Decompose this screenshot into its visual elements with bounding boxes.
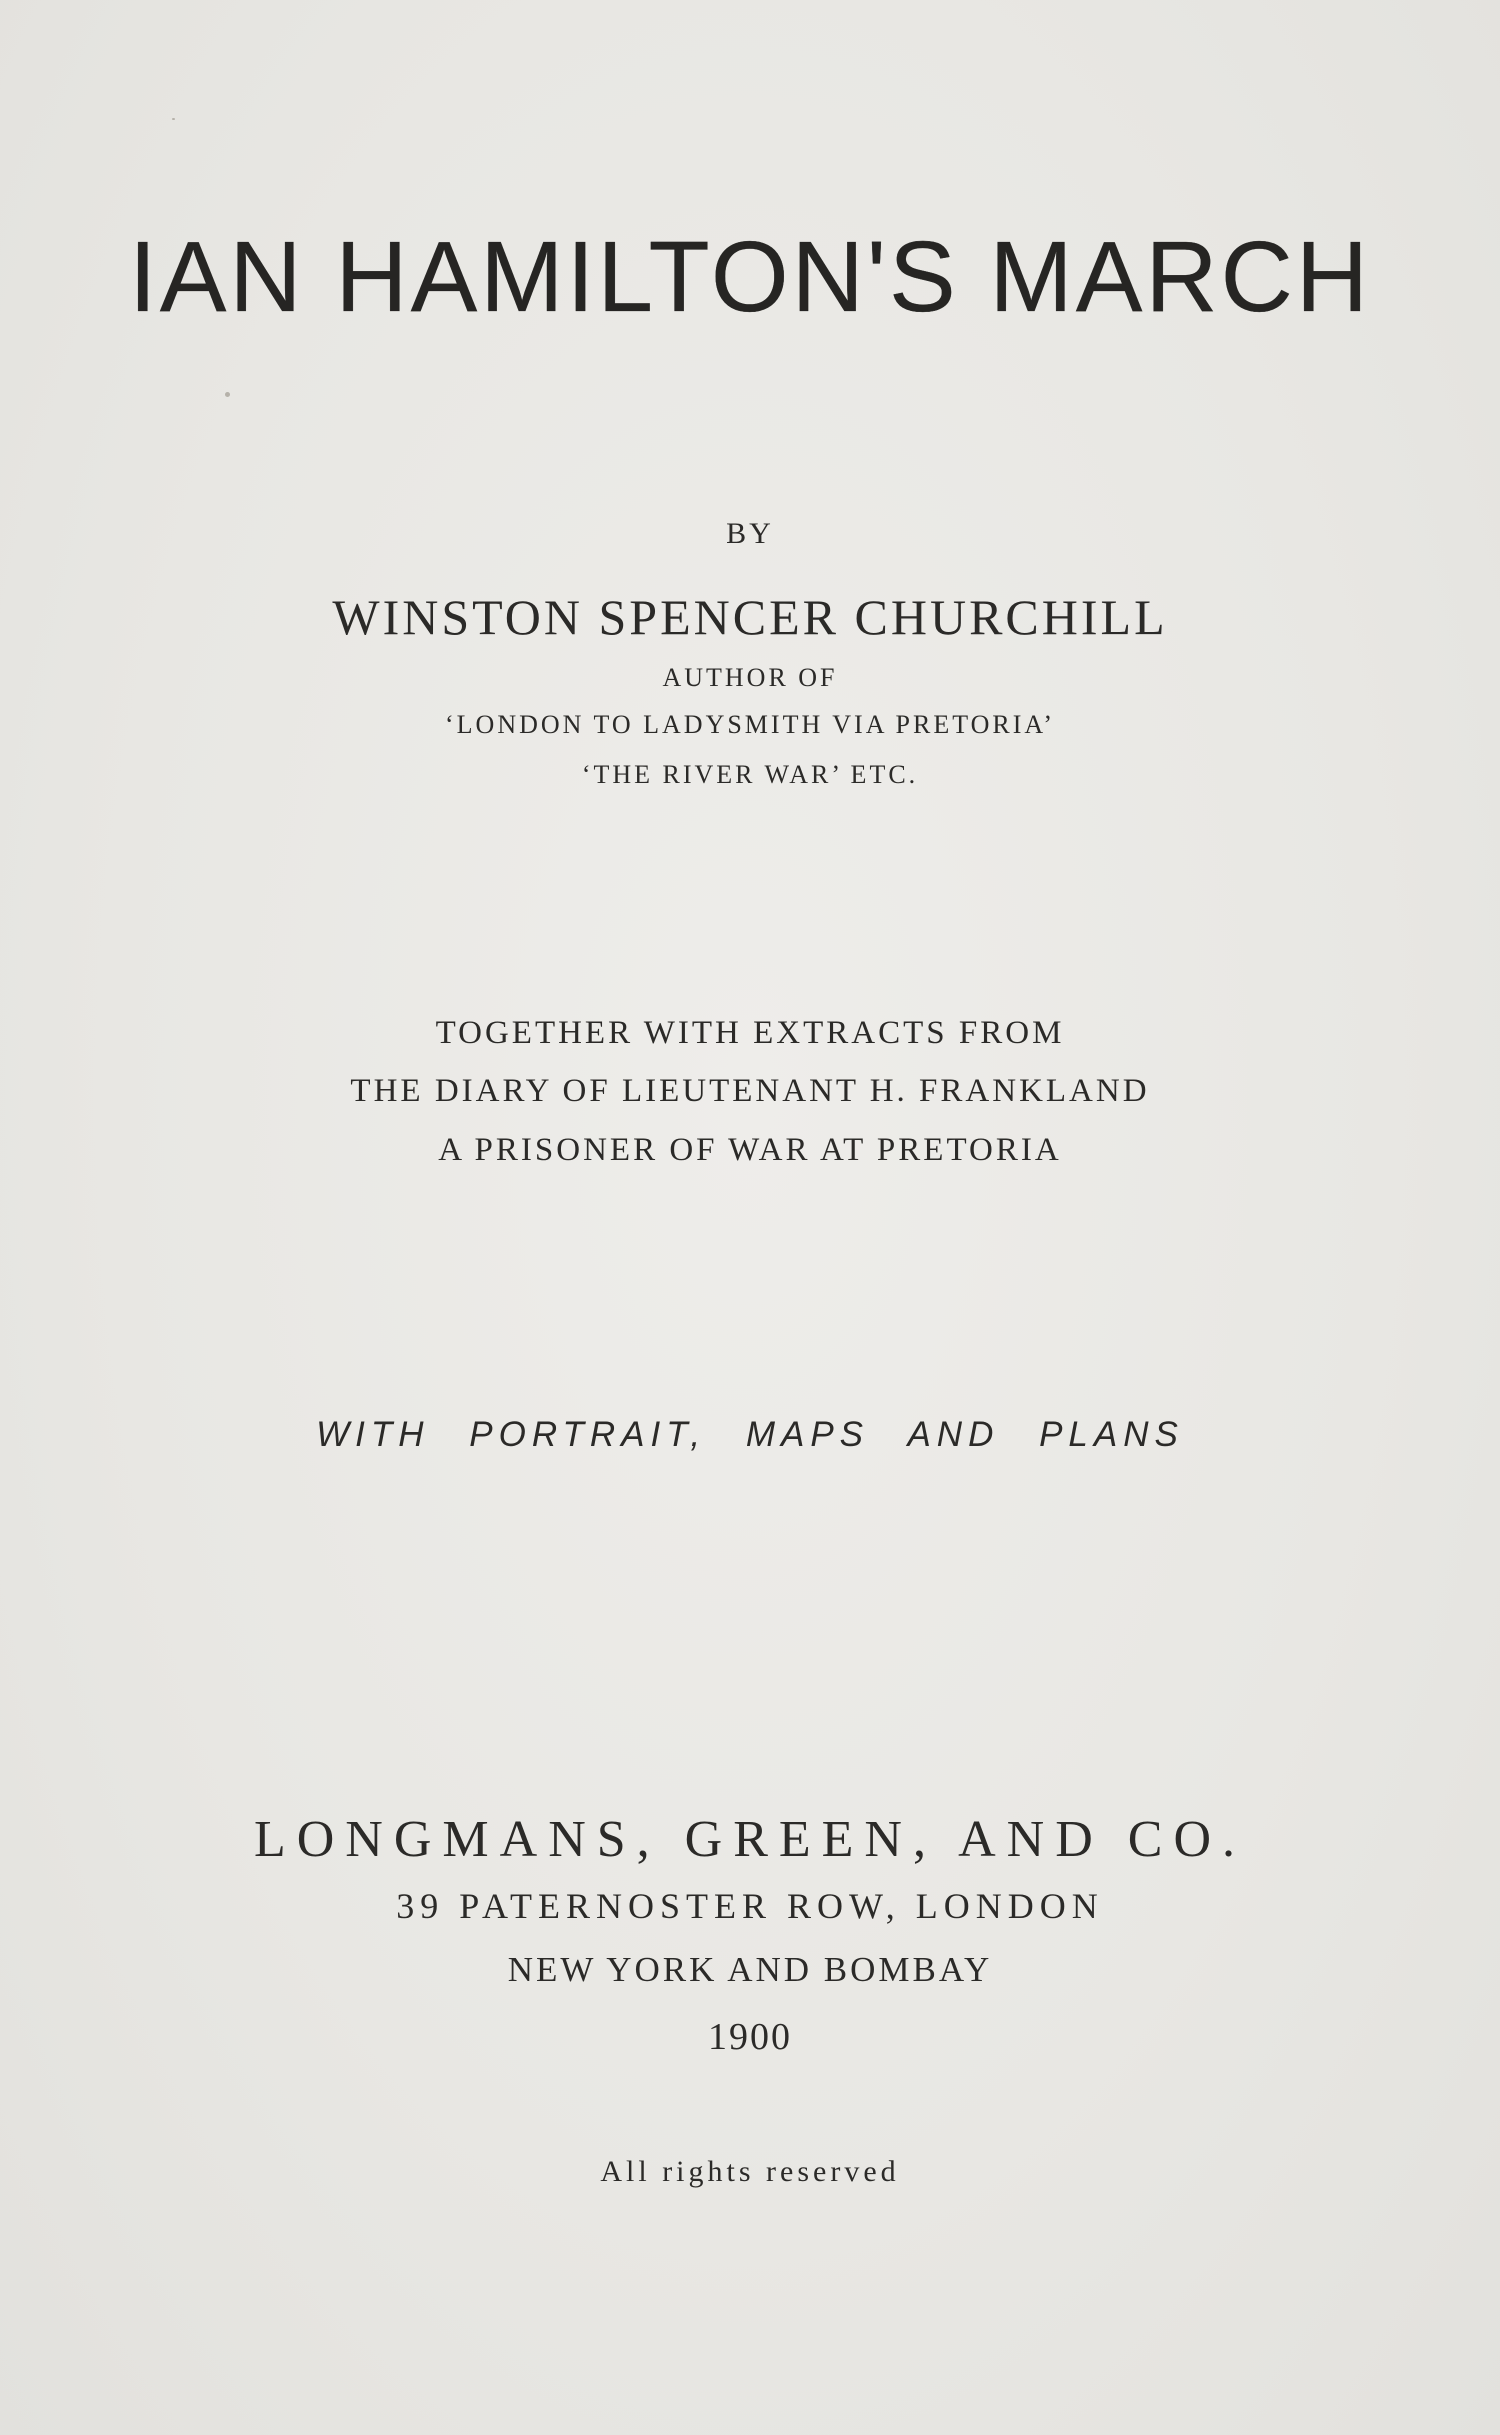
publisher-cities: NEW YORK AND BOMBAY [507, 1950, 993, 1989]
publisher-name: LONGMANS, GREEN, AND CO. [253, 1811, 1247, 1868]
previous-work-2: ‘THE RIVER WAR’ ETC. [581, 760, 919, 789]
paper-speck [172, 118, 175, 120]
publication-year: 1900 [708, 2016, 792, 2058]
rights-notice: All rights reserved [600, 2155, 900, 2188]
illustrations-note: WITH PORTRAIT, MAPS AND PLANS [316, 1415, 1184, 1454]
author-of-label: AUTHOR OF [662, 663, 838, 692]
by-label: BY [726, 517, 774, 550]
previous-work-1: ‘LONDON TO LADYSMITH VIA PRETORIA’ [445, 710, 1055, 739]
book-title: IAN HAMILTON'S MARCH [128, 221, 1372, 333]
author-name: WINSTON SPENCER CHURCHILL [332, 589, 1168, 645]
extracts-line-1: TOGETHER WITH EXTRACTS FROM [435, 1015, 1065, 1051]
extracts-line-2: THE DIARY OF LIEUTENANT H. FRANKLAND [350, 1073, 1150, 1109]
paper-speck [225, 392, 230, 397]
extracts-line-3: A PRISONER OF WAR AT PRETORIA [438, 1132, 1062, 1168]
publisher-address: 39 PATERNOSTER ROW, LONDON [396, 1886, 1104, 1926]
